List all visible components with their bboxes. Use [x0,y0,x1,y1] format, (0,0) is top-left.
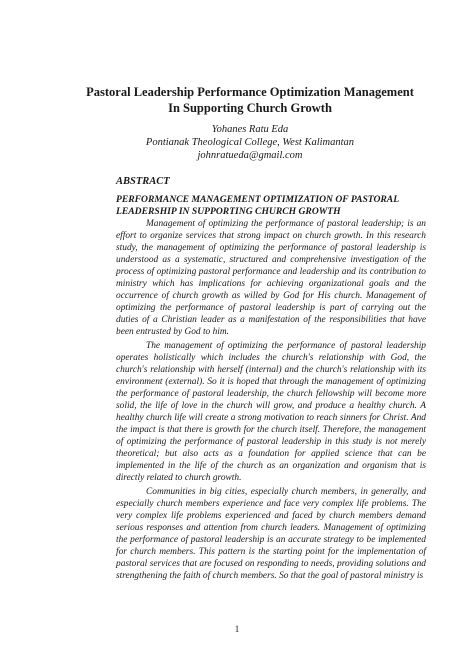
author-name: Yohanes Ratu Eda [211,124,289,135]
abstract-heading: PERFORMANCE MANAGEMENT OPTIMIZATION OF PASTORAL LEADERSHIP IN SUPPORTING CHURCH GROWTH [116,194,399,217]
title-line-2: In Supporting Church Growth [168,101,332,115]
paper-title [60,84,440,116]
abstract-body [116,218,426,582]
abstract-paragraph-3: Communities in big cities, especially church members, in generally, and especially church members experience and face very complex life problems. The very complex life problems experienced and faced by church members demand serious responses and attention from church leaders. Management of optimizing the performance of pastoral leadership is an accurate strategy to be implemented for church members. This pattern is the starting point for the implementation of pastoral services that are focused on responding to needs, providing solutions and strengthening the faith of church members. So that the goal of pastoral ministry is [116,487,426,581]
page-number: 1 [234,624,240,634]
author-affiliation: Pontianak Theological College, West Kalimantan [145,137,355,148]
abstract-label: ABSTRACT [116,176,170,187]
abstract-paragraph-1: Management of optimizing the performance of pastoral leadership; is an effort to organize services that strong impact on church growth. In this research study, the management of optimizing the performance of pastoral leadership is understood as a systematic, structured and comprehensive investigation of the process of optimizing pastoral performance and leadership and its contribution to ministry which has implications for achieving organizational goals and the occurrence of church growth as willed by God for His church. Management of optimizing the performance of pastoral leadership is part of carrying out the duties of a Christian leader as a manifestation of the responsibilities that have been entrusted by God to him. [116,219,426,337]
abstract-paragraph-2: The management of optimizing the performance of pastoral leadership operates holistically which includes the church's relationship with God, the church's relationship with herself (internal) and the church's relationship with its environment (external). So it is hoped that through the management of optimizing the performance of pastoral leadership, the church fellowship will become more solid, the life of love in the church will grow, and produce a healthy church. A healthy church life will create a strong motivation to reach sinners for Christ. And the impact is that there is growth for the church itself. Therefore, the management of optimizing the performance of pastoral leadership in this study is not merely theoretical; but also acts as a foundation for applied science that can be implemented in the life of the church as an organization and organism that is directly related to church growth. [116,341,426,483]
title-line-1: Pastoral Leadership Performance Optimization Management [86,85,414,99]
author-email: johnratueda@gmail.com [197,150,303,161]
